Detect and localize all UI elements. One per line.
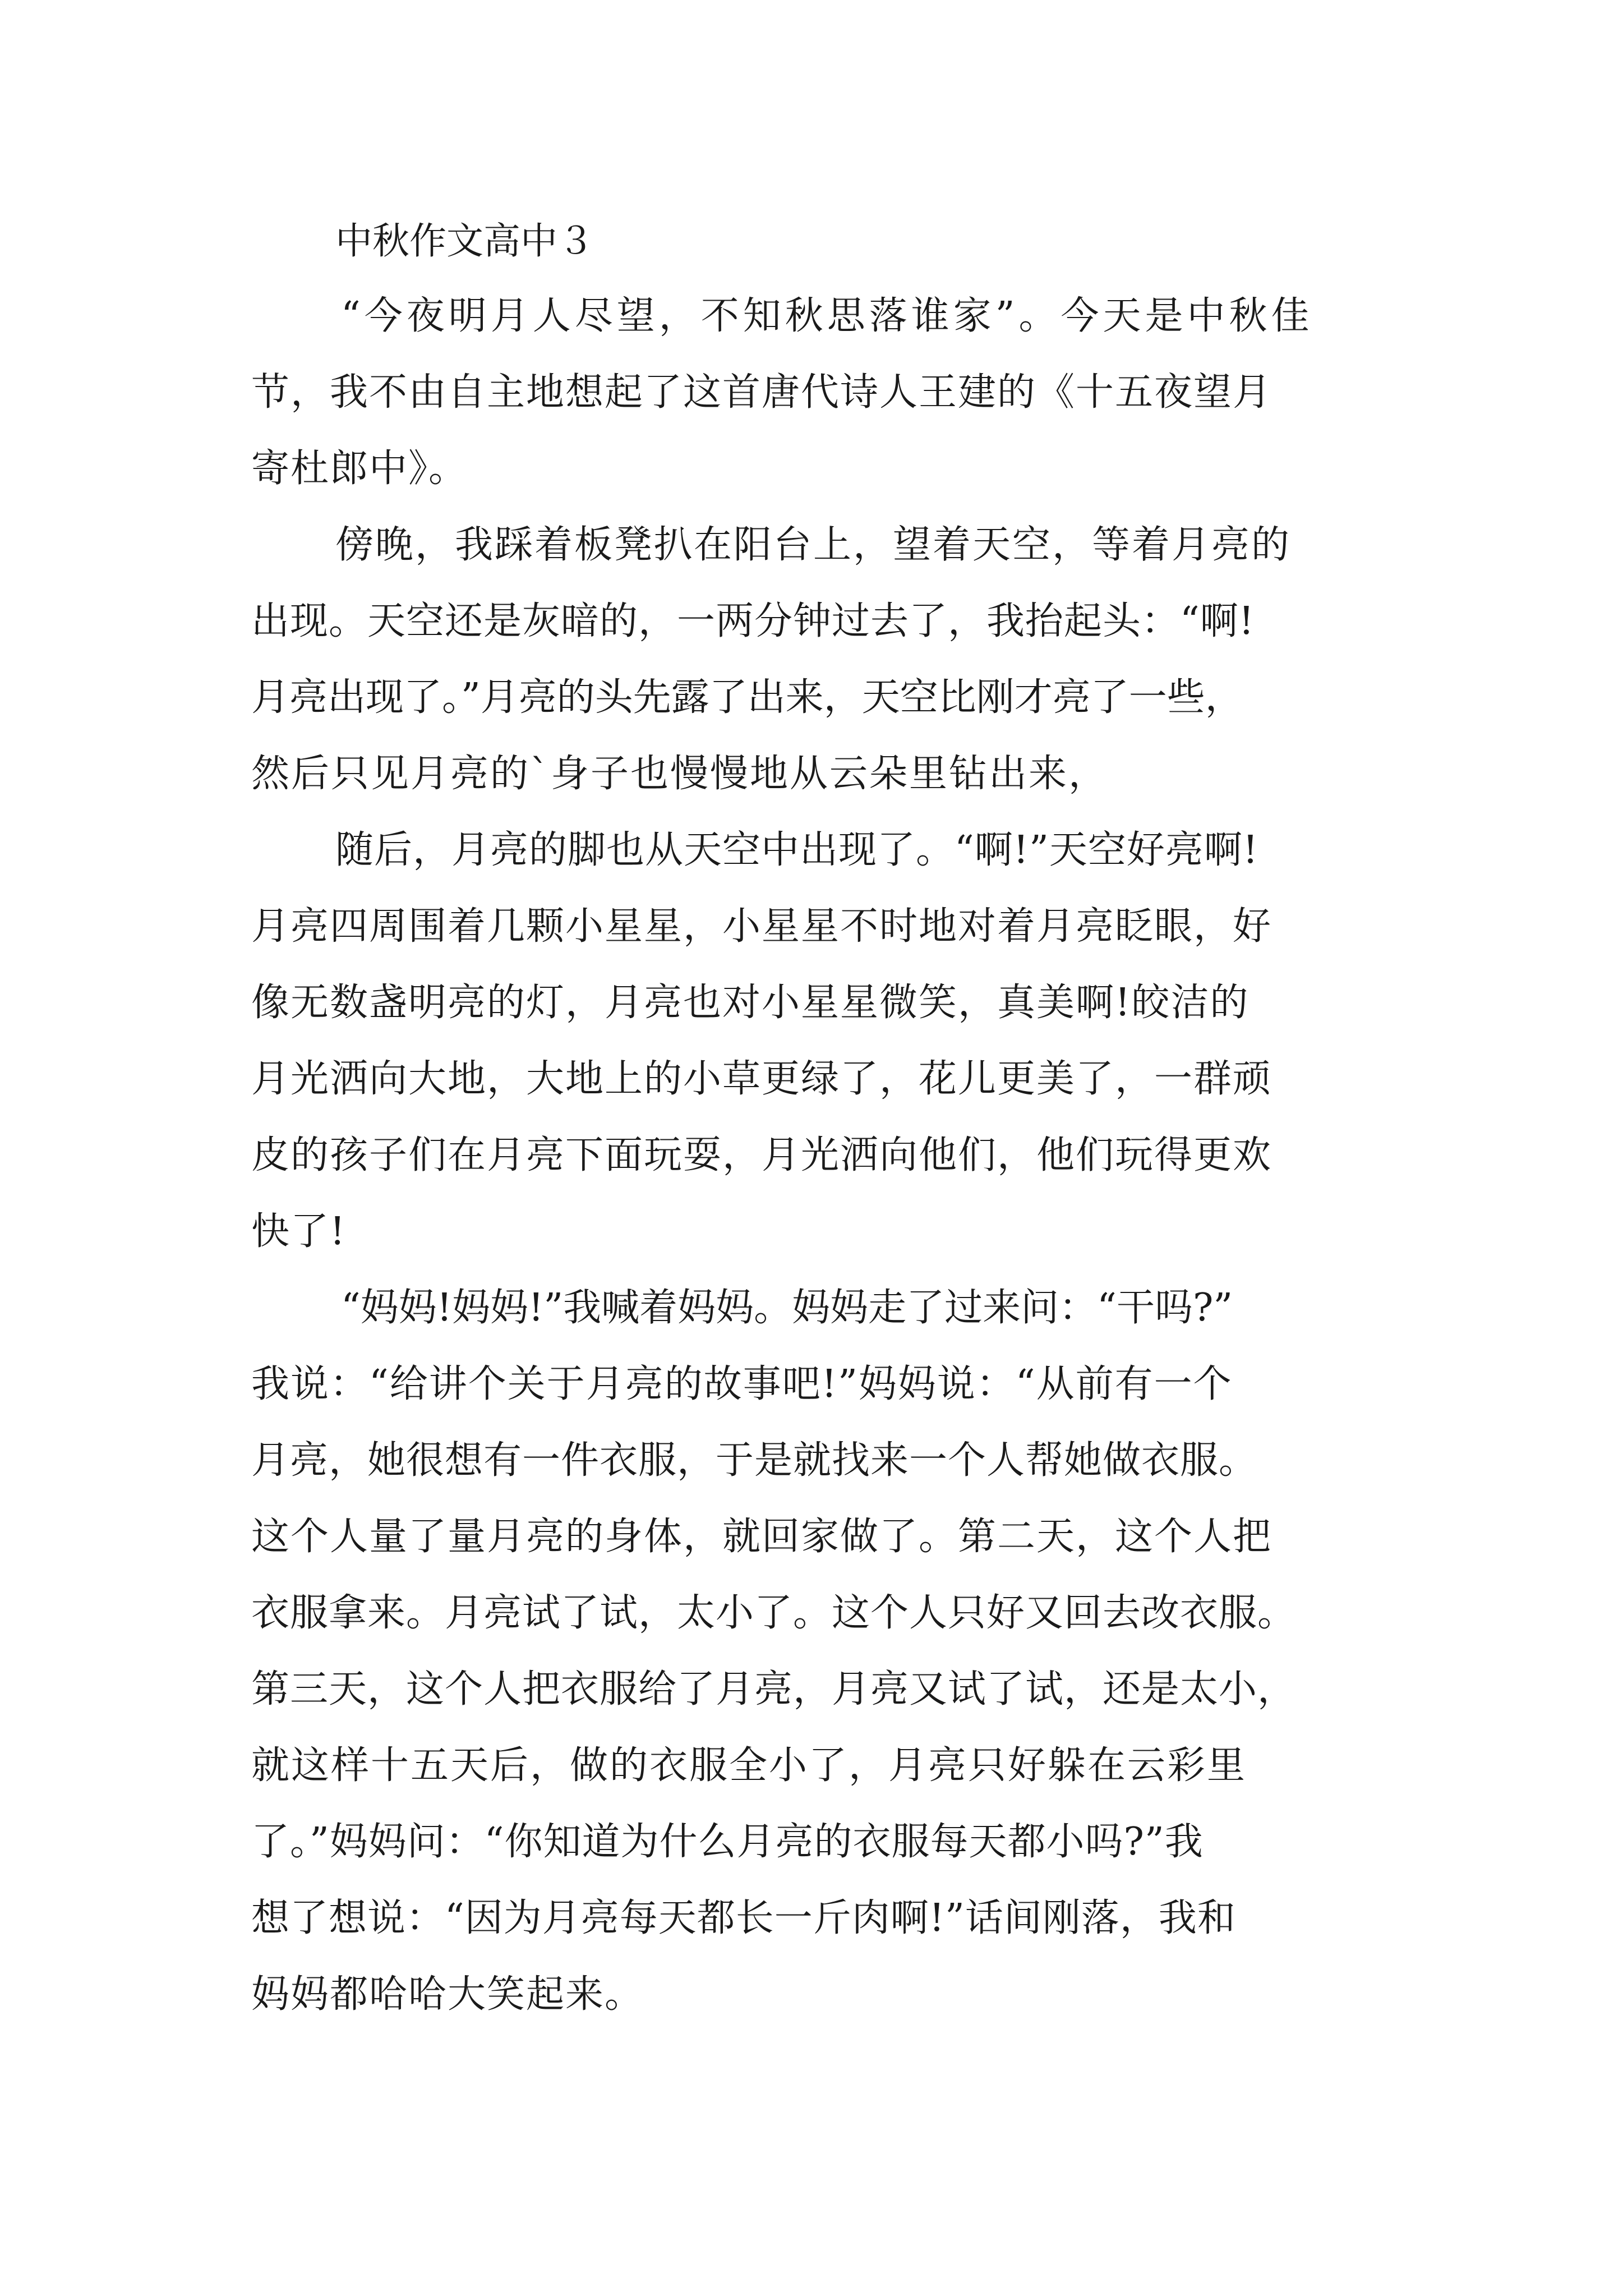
paragraph-4-line-9: 想了想说：“因为月亮每天都长一斤肉啊!”话间刚落，我和: [251, 1896, 1236, 1940]
paragraph-4-line-8: 了。”妈妈问：“你知道为什么月亮的衣服每天都小吗?”我: [251, 1820, 1204, 1864]
paragraph-3-line-2: 月亮四周围着几颗小星星，小星星不时地对着月亮眨眼，好: [251, 904, 1272, 949]
paragraph-4-line-6: 第三天，这个人把衣服给了月亮，月亮又试了试，还是太小，: [251, 1667, 1297, 1711]
paragraph-4-line-10: 妈妈都哈哈大笑起来。: [251, 1972, 644, 2017]
paragraph-3-line-1: 随后，月亮的脚也从天空中出现了。“啊!”天空好亮啊!: [335, 828, 1259, 872]
paragraph-1-line-3: 寄杜郎中》。: [251, 447, 468, 491]
paragraph-2-line-3: 月亮出现了。”月亮的头先露了出来，天空比刚才亮了一些，: [251, 675, 1243, 720]
paragraph-4-line-5: 衣服拿来。月亮试了试，太小了。这个人只好又回去改衣服。: [251, 1591, 1297, 1635]
paragraph-1-line-2: 节，我不由自主地想起了这首唐代诗人王建的《十五夜望月: [251, 370, 1272, 415]
paragraph-4-line-2: 我说：“给讲个关于月亮的故事吧!”妈妈说：“从前有一个: [251, 1362, 1233, 1406]
paragraph-4-line-3: 月亮，她很想有一件衣服，于是就找来一个人帮她做衣服。: [251, 1438, 1258, 1483]
paragraph-4-line-7: 就这样十五天后，做的衣服全小了，月亮只好躲在云彩里: [251, 1743, 1247, 1788]
paragraph-3-line-3: 像无数盏明亮的灯，月亮也对小星星微笑，真美啊!皎洁的: [251, 981, 1249, 1025]
paragraph-4-line-1: “妈妈!妈妈!”我喊着妈妈。妈妈走了过来问：“干吗?”: [341, 1286, 1233, 1330]
document-title: 中秋作文高中３: [335, 219, 594, 263]
paragraph-2-line-1: 傍晚，我踩着板凳扒在阳台上，望着天空，等着月亮的: [335, 523, 1292, 567]
paragraph-2-line-2: 出现。天空还是灰暗的，一两分钟过去了，我抬起头：“啊!: [251, 599, 1255, 643]
paragraph-2-line-4: 然后只见月亮的`身子也慢慢地从云朵里钻出来，: [251, 752, 1109, 796]
paragraph-3-line-6: 快了!: [251, 1209, 347, 1254]
paragraph-3-line-5: 皮的孩子们在月亮下面玩耍，月光洒向他们，他们玩得更欢: [251, 1133, 1272, 1177]
paragraph-1-line-1: “今夜明月人尽望，不知秋思落谁家”。今天是中秋佳: [341, 294, 1313, 338]
paragraph-3-line-4: 月光洒向大地，大地上的小草更绿了，花儿更美了，一群顽: [251, 1057, 1272, 1101]
paragraph-4-line-4: 这个人量了量月亮的身体，就回家做了。第二天，这个人把: [251, 1515, 1272, 1559]
